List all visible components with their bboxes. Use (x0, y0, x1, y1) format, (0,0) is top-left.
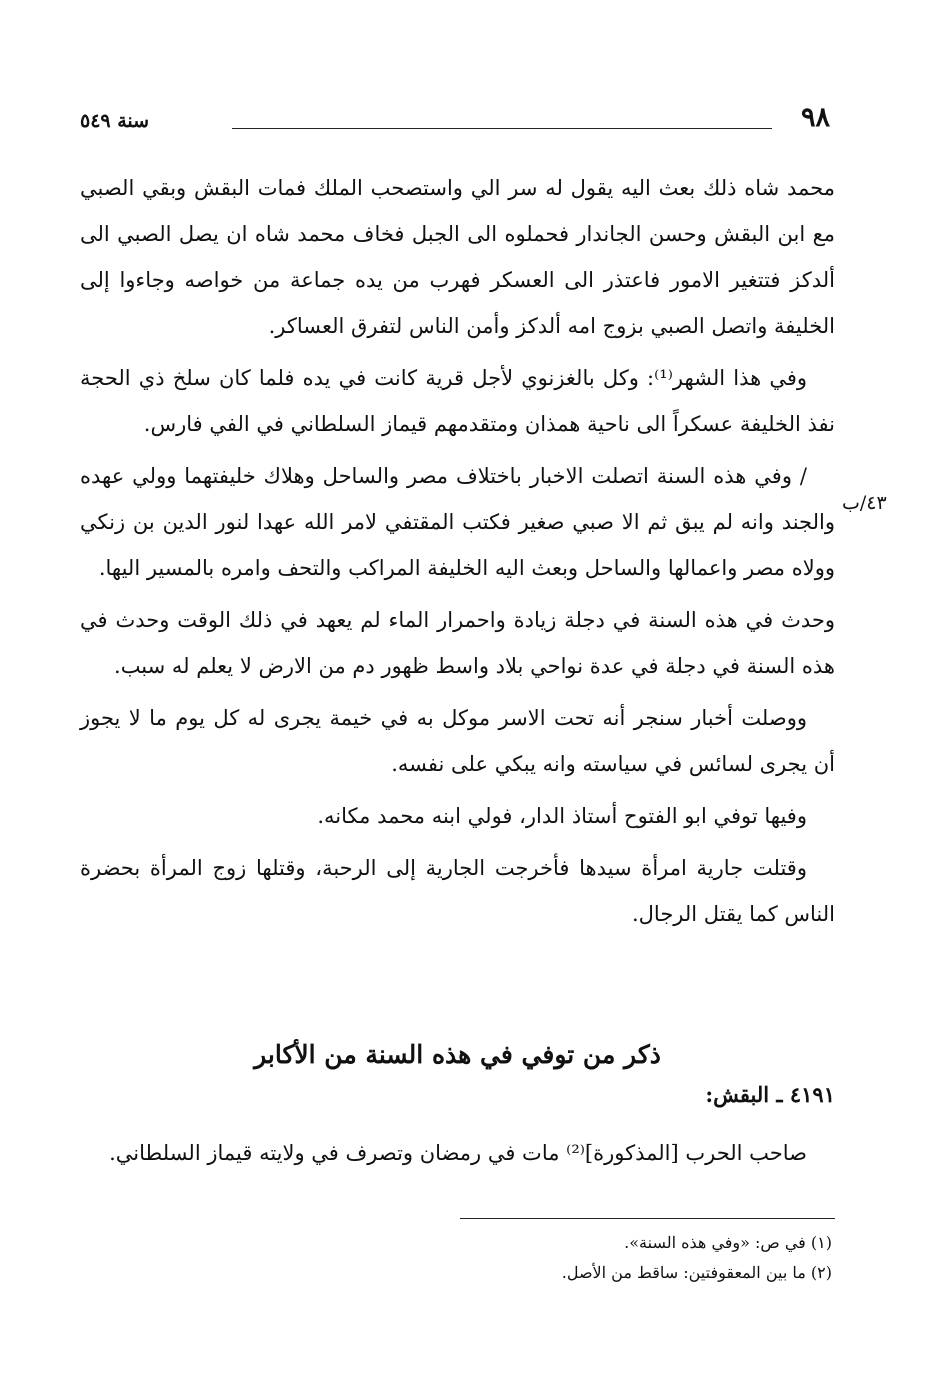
page-number: ٩٨ (800, 102, 830, 133)
footnote: (١) في ص: «وفي هذه السنة». (624, 1233, 832, 1252)
header-rule (232, 128, 772, 129)
section-heading: ذكر من توفي في هذه السنة من الأكابر (254, 1040, 661, 1069)
biography-entry-text: صاحب الحرب [المذكورة]⁽²⁾ مات في رمضان وتصرف في ولايته قيماز السلطاني. (109, 1141, 807, 1165)
page-header (80, 102, 830, 142)
footnote: (٢) ما بين المعقوفتين: ساقط من الأصل. (561, 1263, 832, 1282)
footnote-separator (460, 1218, 835, 1219)
paragraph: وفيها توفي ابو الفتوح أستاذ الدار، فولي ابنه محمد مكانه. (317, 804, 807, 828)
paragraph: وقتلت جارية امرأة سيدها فأخرجت الجارية إلى الرحبة، وقتلها زوج المرأة بحضرة الناس كما يقتل الرجال. (80, 856, 835, 926)
running-year-label: سنة ٥٤٩ (80, 110, 150, 132)
manuscript-folio-marker: ٤٣/ب (842, 492, 887, 514)
main-text (80, 165, 835, 943)
footnotes (300, 1228, 832, 1288)
paragraph: محمد شاه ذلك بعث اليه يقول له سر الي واستصحب الملك فمات البقش وبقي الصبي مع ابن البقش وحسن الجاندار فحملوه الى الجبل فخاف محمد شاه ان يصل الصبي الى ألدكز فتتغير الامور فاعتذر الى العسكر فهرب من يده جماعة من خواصه وجاءوا إلى الخليفة واتصل الصبي بزوج امه ألدكز وأمن الناس لتفرق العساكر. (80, 176, 835, 338)
paragraph: / وفي هذه السنة اتصلت الاخبار باختلاف مصر والساحل وهلاك خليفتهما وولي عهده والجند وانه لم يبق ثم الا صبي صغير فكتب المقتفي لامر الله عهدا لنور الدين بن زنكي وولاه مصر واعمالها والساحل وبعث اليه الخليفة المراكب والتحف وامره بالمسير اليها. (80, 464, 835, 580)
paragraph: وفي هذا الشهر⁽¹⁾: وكل بالغزنوي لأجل قرية كانت في يده فلما كان سلخ ذي الحجة نفذ الخليفة عسكراً الى ناحية همذان ومتقدمهم قيماز السلطاني في الفي فارس. (80, 366, 835, 436)
biography-entry-title: ٤١٩١ ـ البقش: (705, 1082, 835, 1107)
paragraph: وحدث في هذه السنة في دجلة زيادة واحمرار الماء لم يعهد في ذلك الوقت وحدث في هذه السنة في دجلة في عدة نواحي بلاد واسط ظهور دم من الارض لا يعلم له سبب. (80, 608, 835, 678)
paragraph: ووصلت أخبار سنجر أنه تحت الاسر موكل به في خيمة يجرى له كل يوم ما لا يجوز أن يجرى لسائس في سياسته وانه يبكي على نفسه. (80, 706, 835, 776)
